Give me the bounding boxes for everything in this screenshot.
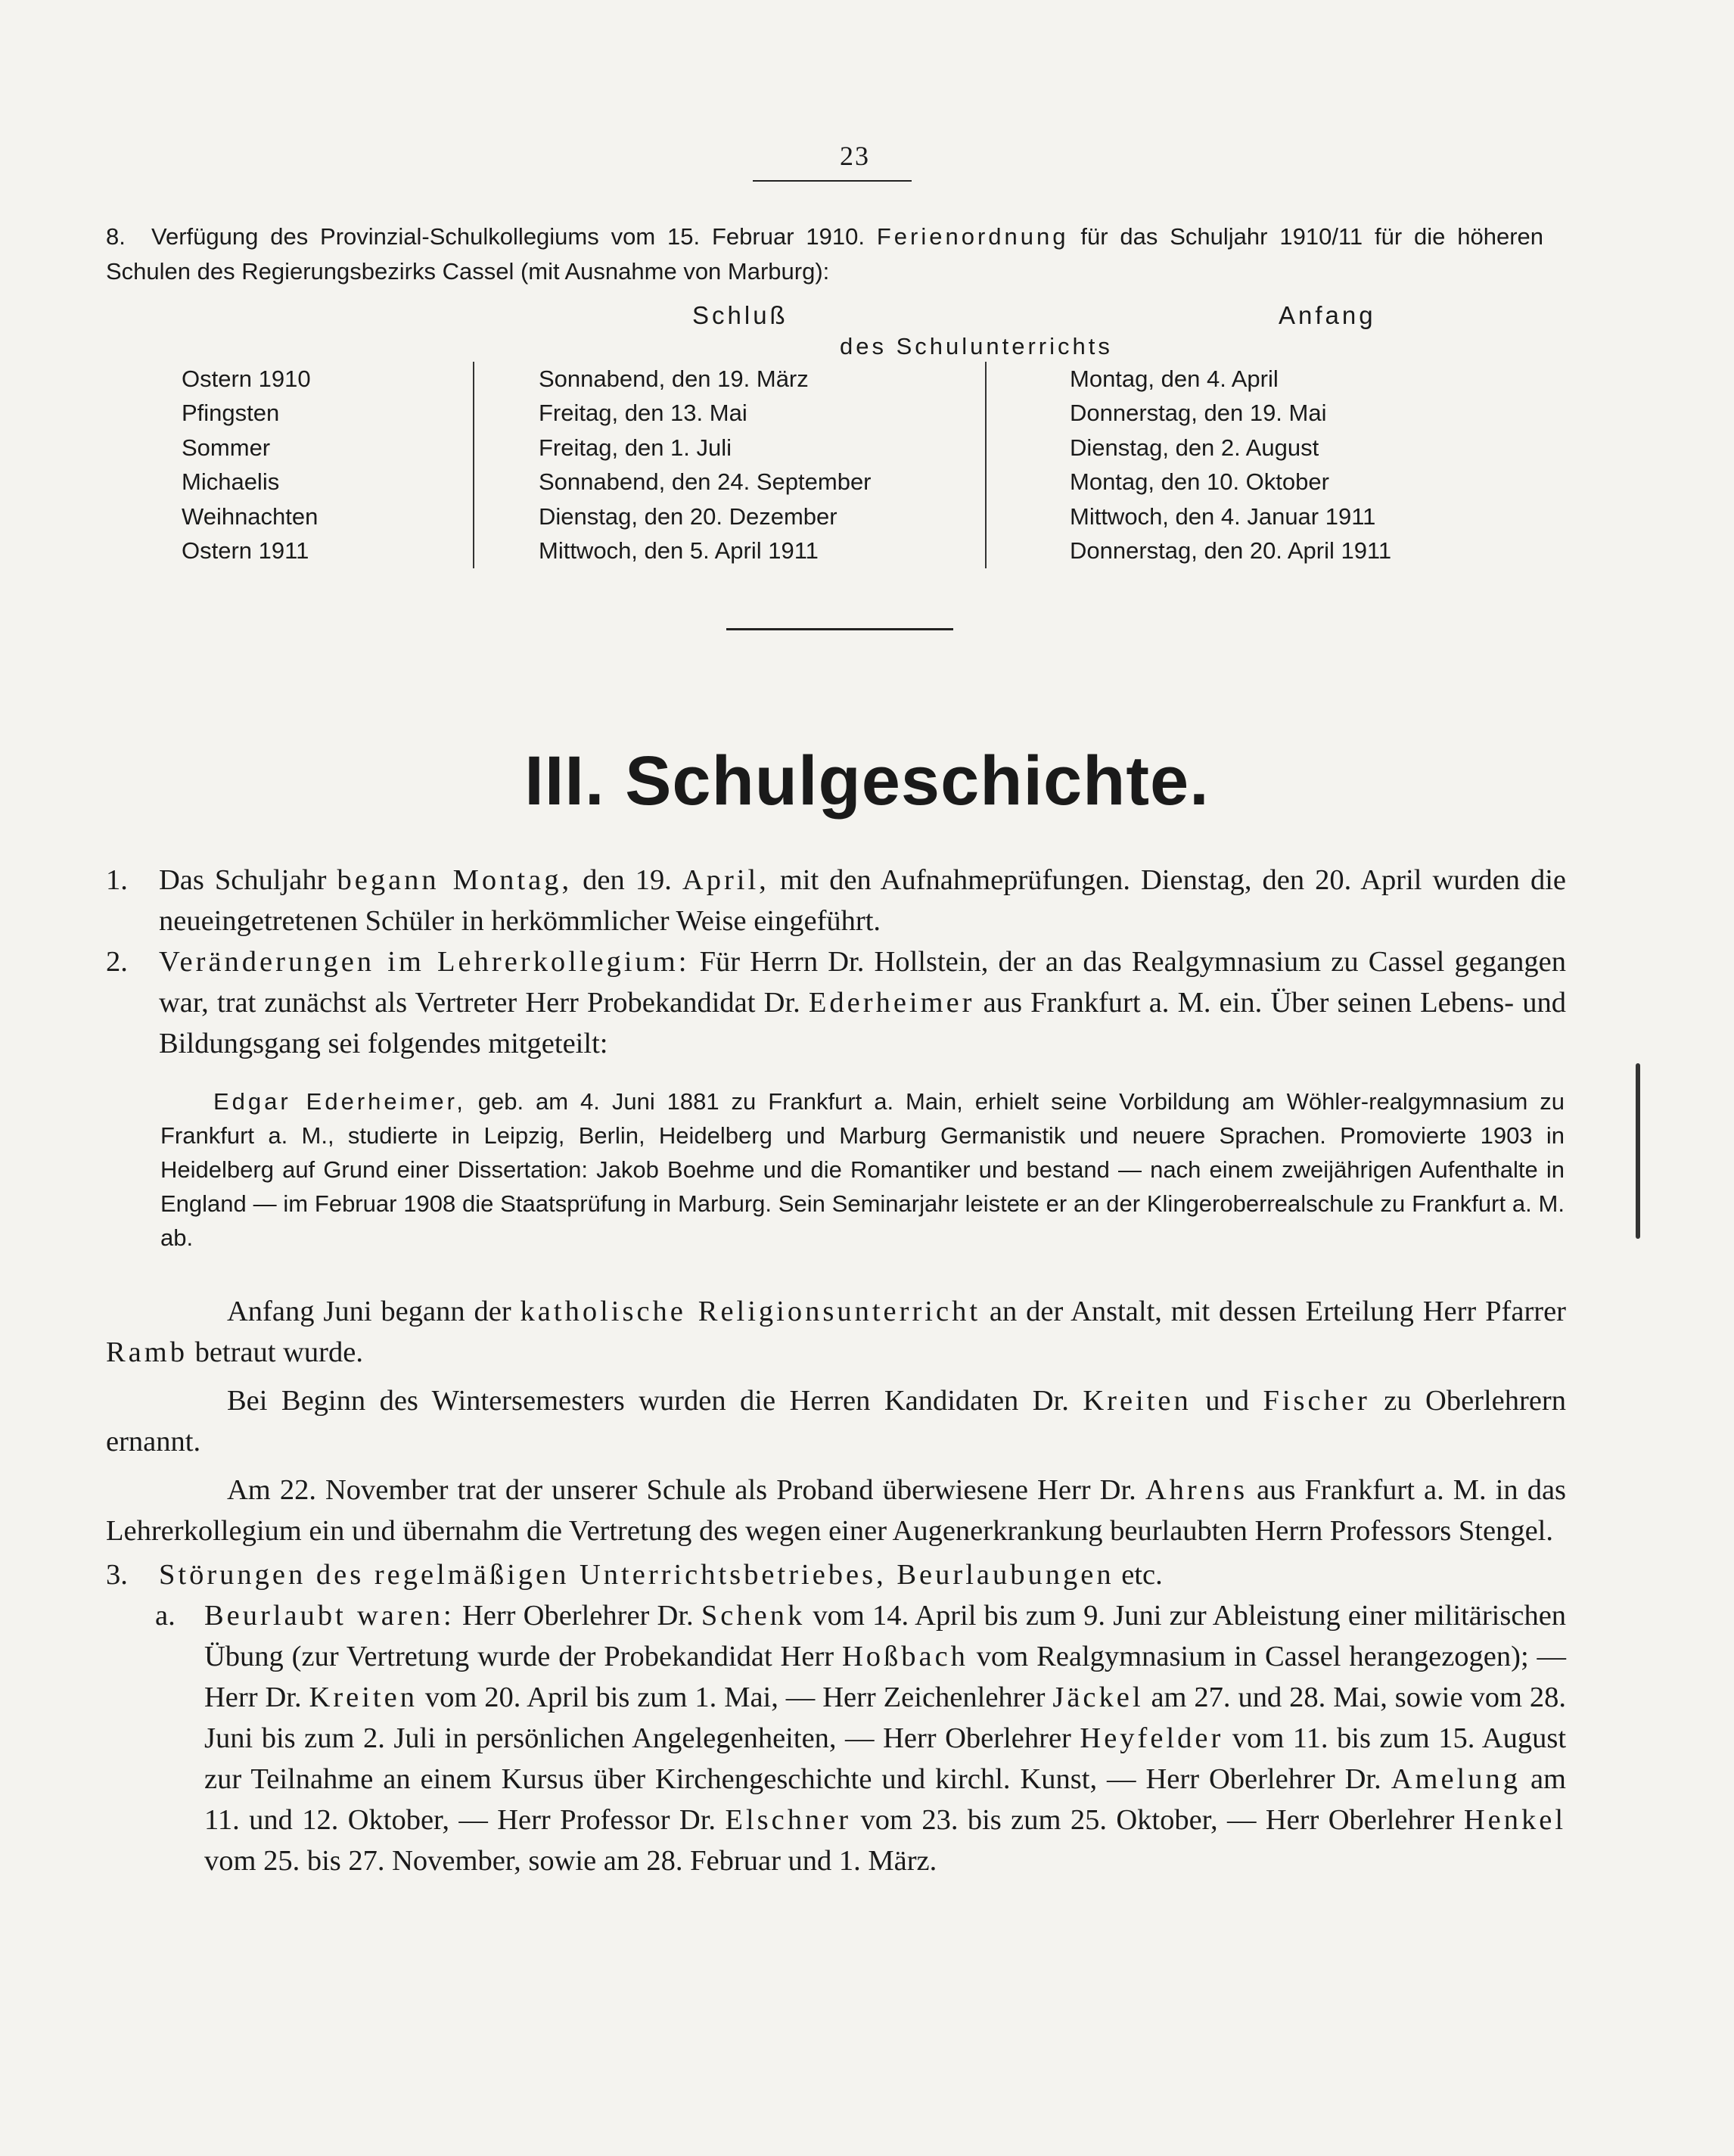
item-2-number: 2. [106, 946, 128, 978]
item-2 [106, 941, 1566, 1064]
paragraph-text: an der Anstalt, mit dessen Erteilung Herr Pfarrer [989, 1296, 1567, 1327]
ferien-header-schluss: Schluß [692, 301, 788, 329]
ferien-header-des: des Schulunterrichts [840, 333, 1113, 359]
paragraph-november [106, 1470, 1566, 1551]
main-text-lower [106, 1291, 1566, 1881]
item-3-text: etc. [1121, 1559, 1163, 1591]
paragraph-spaced: katholische Religionsunterricht [520, 1296, 981, 1327]
item-1-number: 1. [106, 864, 128, 896]
ferien-row [182, 534, 1391, 569]
ferien-schluss: Freitag, den 13. Mai [474, 397, 986, 431]
item-3a-spaced: Henkel [1463, 1804, 1567, 1836]
page-number: 23 [840, 141, 870, 171]
paragraph-text: betraut wurde. [194, 1336, 363, 1368]
item-1-text: mit den Aufnahmeprüfungen. Dienstag, den 20. April wurden die neueingetretenen Schüler in herkömmlicher Weise eingeführt. [159, 864, 1567, 937]
ferien-intro-b: Ferienordnung [876, 223, 1069, 250]
section-title: III. Schulgeschichte. [524, 742, 1210, 820]
ferien-schluss: Freitag, den 1. Juli [474, 431, 986, 465]
ferien-row [182, 499, 1391, 534]
ferien-name: Weihnachten [182, 502, 319, 530]
item-3 [106, 1554, 1566, 1595]
ferien-name: Michaelis [182, 468, 280, 496]
ferien-name: Pfingsten [182, 400, 280, 427]
item-2-spaced: Ederheimer [808, 987, 975, 1019]
ferien-schluss: Dienstag, den 20. Dezember [474, 499, 986, 534]
ferien-name: Sommer [182, 434, 271, 461]
item-1-spaced: April, [682, 864, 769, 896]
paragraph-winter [106, 1380, 1566, 1462]
item-2-text: Für Herrn Dr. Hollstein, der an das Realgymnasium zu Cassel gegangen war, trat zunächst als Vertreter Herr Probekandidat Dr. [159, 946, 1566, 1019]
ferien-intro [106, 219, 1543, 289]
ferien-anfang: Donnerstag, den 20. April 1911 [986, 534, 1391, 569]
ferien-schluss: Sonnabend, den 19. März [474, 362, 986, 397]
item-3a-text: Herr Oberlehrer Dr. [461, 1600, 694, 1632]
item-1 [106, 860, 1566, 941]
ferien-schluss: Sonnabend, den 24. September [474, 465, 986, 500]
ferien-row [182, 362, 1391, 397]
ferien-anfang: Donnerstag, den 19. Mai [986, 397, 1391, 431]
paragraph-text: und [1205, 1385, 1249, 1417]
paragraph-text: Anfang Juni begann der [227, 1296, 511, 1327]
item-3a-spaced: Schenk [701, 1600, 806, 1632]
paragraph-text: zu Oberlehrern ernannt. [106, 1385, 1566, 1458]
ferien-anfang: Montag, den 10. Oktober [986, 465, 1391, 500]
margin-mark [1636, 1063, 1640, 1239]
section-rule [726, 628, 953, 630]
item-3a-spaced: Amelung [1391, 1763, 1521, 1795]
biography-block [160, 1084, 1565, 1255]
item-3a-text: vom Realgymnasium in Cassel herangezogen); — Herr Dr. [204, 1641, 1567, 1713]
paragraph-spaced: Kreiten [1083, 1385, 1192, 1417]
item-3a-text: am 11. und 12. Oktober, — Herr Professor Dr. [204, 1763, 1567, 1836]
ferien-row [182, 431, 1391, 465]
item-2-text: aus Frankfurt a. M. ein. Über seinen Lebens- und Bildungsgang sei folgendes mitgeteilt: [159, 987, 1567, 1059]
item-3a-spaced: Heyfelder [1080, 1722, 1224, 1754]
paragraph-text: aus Frankfurt a. M. in das Lehrerkollegium ein und übernahm die Vertretung des wegen einer Augenerkrankung beurlaubten Herrn Professors Stengel. [106, 1474, 1567, 1547]
item-3a-spaced: Hoßbach [841, 1641, 968, 1672]
item-2-heading: Veränderungen im Lehrerkollegium: [159, 946, 690, 978]
paragraph-religion [106, 1291, 1566, 1373]
item-3a-spaced: Jäckel [1052, 1682, 1144, 1713]
biography-paragraph [160, 1084, 1565, 1255]
item-1-text: den 19. [583, 864, 672, 896]
item-1-text: Das Schuljahr [159, 864, 327, 896]
ferien-name: Ostern 1911 [182, 537, 309, 565]
paragraph-text: Bei Beginn des Wintersemesters wurden die Herren Kandidaten Dr. [227, 1385, 1069, 1417]
ferien-number: 8. [106, 223, 126, 250]
paragraph-spaced: Ahrens [1145, 1474, 1248, 1506]
item-3a-number: a. [155, 1600, 176, 1632]
item-3a-text: vom 11. bis zum 15. August zur Teilnahme an einem Kursus über Kirchengeschichte und kirchl. Kunst, — Herr Oberlehrer Dr. [204, 1722, 1567, 1795]
ferien-anfang: Mittwoch, den 4. Januar 1911 [986, 499, 1391, 534]
item-1-spaced: begann Montag, [337, 864, 573, 896]
ferien-intro-a: Verfügung des Provinzial-Schulkollegiums vom 15. Februar 1910. [151, 223, 865, 250]
page-number-rule [753, 180, 912, 182]
item-3a-spaced: Elschner [725, 1804, 852, 1836]
paragraph-text: Am 22. November trat der unserer Schule als Proband überwiesene Herr Dr. [227, 1474, 1136, 1506]
ferien-intro-c: für das Schuljahr 1910/11 für die höheren Schulen des Regierungsbezirks Cassel (mit Ausnahme von Marburg): [106, 223, 1544, 285]
paragraph-spaced: Fischer [1263, 1385, 1370, 1417]
ferien-anfang: Montag, den 4. April [986, 362, 1391, 397]
item-3a-text: vom 20. April bis zum 1. Mai, — Herr Zeichenlehrer [424, 1682, 1046, 1713]
item-3a-text: vom 14. April bis zum 9. Juni zur Ableistung einer militärischen Übung (zur Vertretung wurde der Probekandidat Herr [204, 1600, 1567, 1672]
item-3a-text: am 27. und 28. Mai, sowie vom 28. Juni bis zum 2. Juli in persönlichen Angelegenheiten, — Herr Oberlehrer [204, 1682, 1566, 1754]
ferien-table [182, 362, 1391, 568]
ferien-anfang: Dienstag, den 2. August [986, 431, 1391, 465]
ferien-schluss: Mittwoch, den 5. April 1911 [474, 534, 986, 569]
ferien-name: Ostern 1910 [182, 365, 311, 392]
main-text-upper [106, 860, 1566, 1064]
ferien-row [182, 465, 1391, 500]
paragraph-spaced: Ramb [106, 1336, 188, 1368]
biography-text: geb. am 4. Juni 1881 zu Frankfurt a. Main, erhielt seine Vorbildung am Wöhler-realgymnasium zu Frankfurt a. M., studierte in Leipzig, Berlin, Heidelberg und Marburg Germanistik und neuere Sprachen. Promovierte 1903 in Heidelberg auf Grund einer Dissertation: Jakob Boehme und die Romantiker und bestand — nach einem zweijährigen Aufenthalte in England — im Februar 1908 die Staatsprüfung in Marburg. Sein Seminarjahr leistete er an der Klingeroberrealschule zu Frankfurt a. M. ab. [160, 1088, 1565, 1251]
item-3a-text: vom 23. bis zum 25. Oktober, — Herr Oberlehrer [860, 1804, 1455, 1836]
ferien-row [182, 397, 1391, 431]
item-3a-spaced: Kreiten [309, 1682, 418, 1713]
biography-name: Edgar Ederheimer, [213, 1088, 466, 1115]
item-3a [106, 1595, 1566, 1881]
item-3a-heading: Beurlaubt waren: [204, 1600, 455, 1632]
item-3-heading: Störungen des regelmäßigen Unterrichtsbetriebes, Beurlaubungen [159, 1559, 1114, 1591]
ferien-header-anfang: Anfang [1279, 301, 1376, 329]
item-3-number: 3. [106, 1559, 128, 1591]
item-3a-text: vom 25. bis 27. November, sowie am 28. Februar und 1. März. [204, 1845, 937, 1877]
